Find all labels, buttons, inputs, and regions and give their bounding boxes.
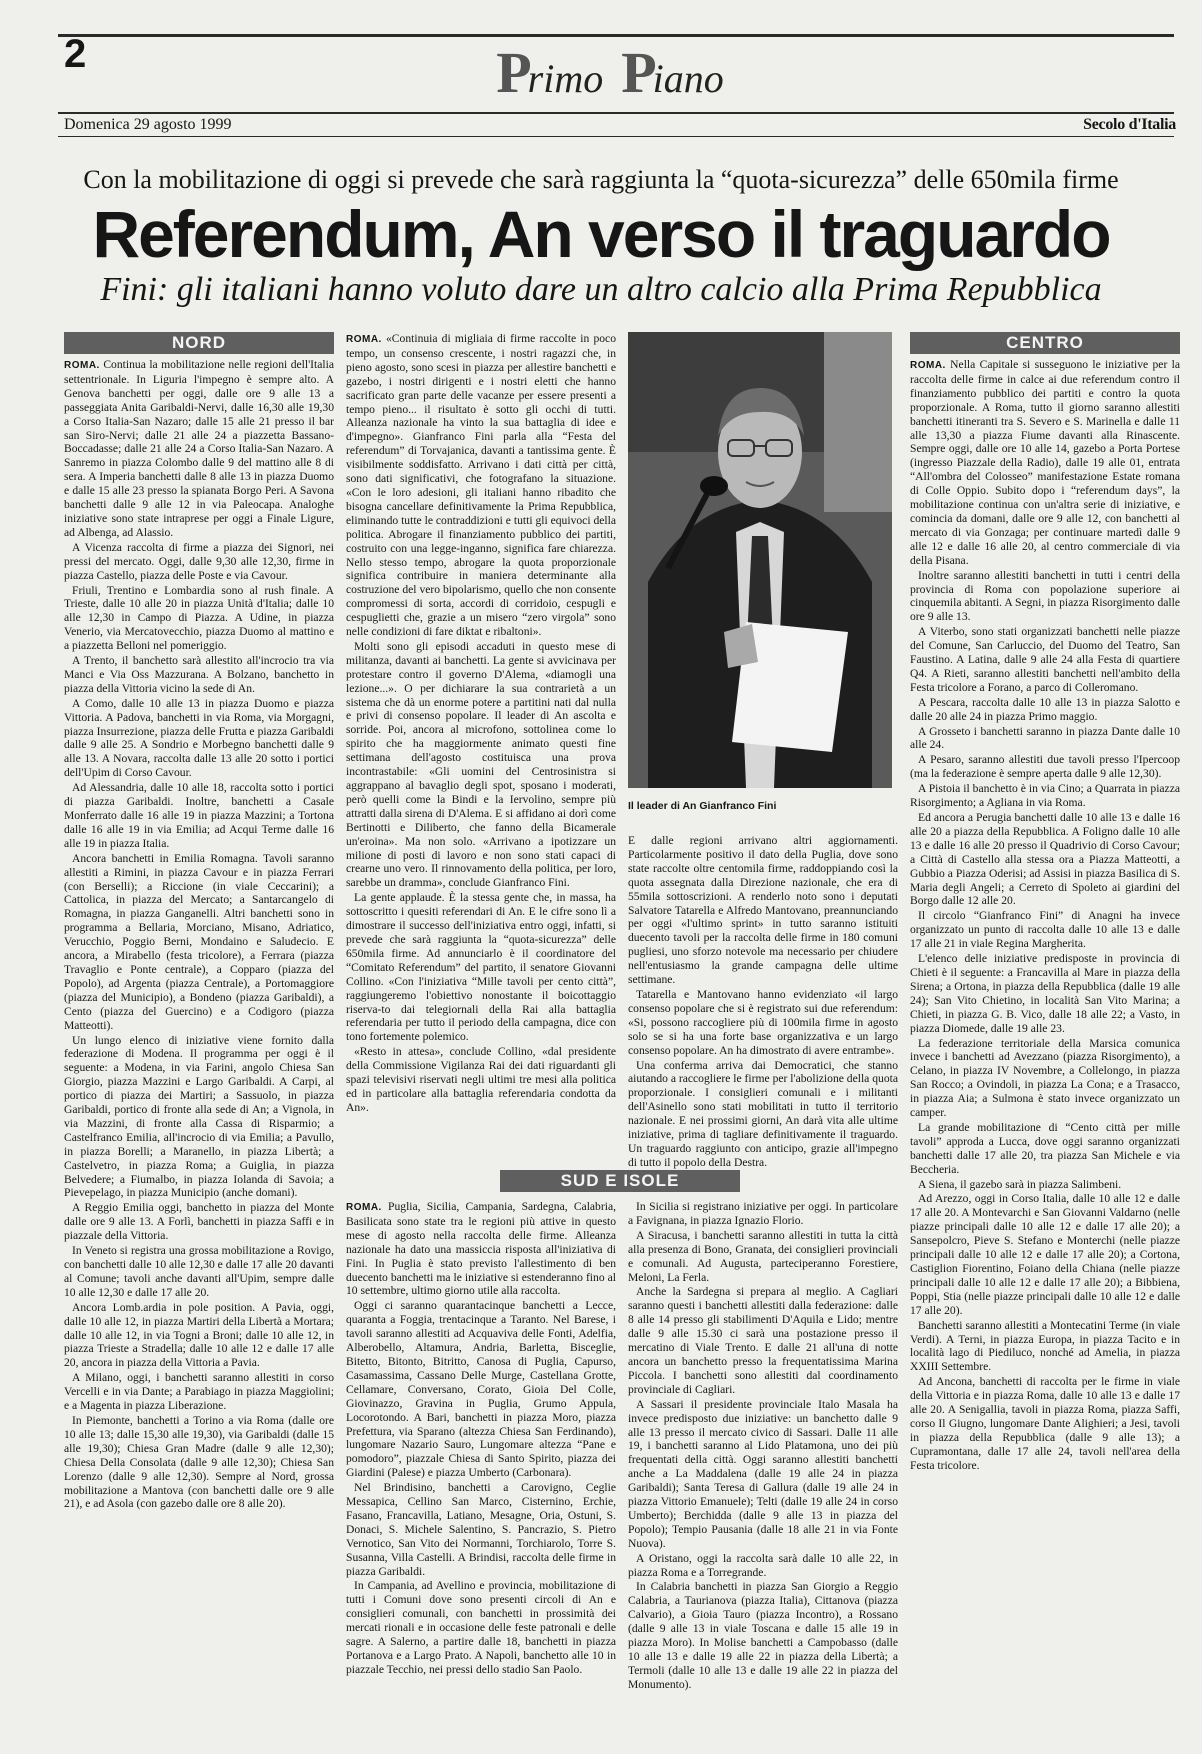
nord-paragraph: A Como, dalle 10 alle 13 in piazza Duomo e piazza Vittoria. A Padova, banchetti in via Roma, via Morgagni, piazza Insurrezione, piazza delle Frutta e piazza Garibaldi dalle 9 alle 25. A Sondrio e Morbegno banchetti dalle 9 alle 13. A Novara, raccolta dalle 13 alle 20 sotto i portici dell'Upim di Corso Cavour.	[64, 696, 334, 780]
nord-paragraph: A Milano, oggi, i banchetti saranno allestiti in corso Vercelli e in via Dante; a Parabiago in piazza Maggiolini; e a Magenta in piazza Liberazione.	[64, 1371, 334, 1413]
top-rule	[58, 34, 1174, 37]
centro-paragraph: A Viterbo, sono stati organizzati banchetti nelle piazze del Comune, San Carluccio, del Duomo del Teatro, San Faustino. A Latina, dalle 9 alle 24 alla Festa di quartiere Q4. A Rieti, saranno allestiti banchetti nell'ambito della Festa tricolore a Forano, a parco di Colleromano.	[910, 625, 1180, 694]
centro-paragraph: A Grosseto i banchetti saranno in piazza Dante dalle 10 alle 24.	[910, 724, 1180, 752]
centro-dateline: ROMA.	[910, 360, 946, 371]
nord-paragraph: A Trento, il banchetto sarà allestito all'incrocio tra via Manci e Via Oss Mazzurana. A Bolzano, banchetto in piazza della Vittoria vicino la sede di An.	[64, 654, 334, 695]
centro-paragraph: Ad Ancona, banchetti di raccolta per le firme in viale della Vittoria e in piazza Roma, dalle 10 alle 13 e dalle 17 alle 20. A Senigallia, tavoli in piazza Roma, piazza Saffi, corso Il Giugno, lungomare Dante Alighieri; a Jesi, tavoli in piazza della Repubblica (dalle 9 alle 13); a Cupramontana, dalle 17 alle 24, tavoli nell'area della Festa tricolore.	[910, 1375, 1180, 1472]
article-subheadline: Fini: gli italiani hanno voluto dare un altro calcio alla Prima Repubblica	[100, 271, 1102, 308]
nord-paragraph: Ancora Lomb.ardia in pole position. A Pavia, oggi, dalle 10 alle 12, in piazza Martiri della Libertà a Mortara; dalle 10 alle 12, in via Togni a Broni; dalle 10 alle 12, in piazza Trieste a Stradella; dalle 10 alle 12 e dalle 17 alle 20, ancora in piazza della Vittoria a Pavia.	[64, 1300, 334, 1370]
centro-paragraph: L'elenco delle iniziative predisposte in provincia di Chieti è il seguente: a Francavilla al Mare in piazza della Sirena; a Ortona, in piazza della Repubblica (dalle 19 alle 24); San Vito Chietino, in località San Vito Marina; a Chieti, in piazza G. B. Vico, dalle 18 alle 22; a Vasto, in piazza Diomede, dalle 19 alle 23.	[910, 952, 1180, 1035]
main-paragraph: E dalle regioni arrivano altri aggiornamenti. Particolarmente positivo il dato della Puglia, dove sono state raccolte oltre centomila firme, raddoppiando così la quota assegnata dalla Direzione nazionale, che era di 55mila sottoscrizioni. A renderlo noto sono i deputati Salvatore Tatarella e Alfredo Mantovano, preannunciando per oggi «l'ultimo sprint» in tutto saranno istituiti duecento tavoli per la raccolta delle firme in 180 comuni pugliesi, uno sforzo notevole ma necessario per chiudere nell'entusiasmo la grande campagna delle ultime settimane.	[628, 834, 898, 987]
nord-paragraph: Continua la mobilitazione nelle regioni dell'Italia settentrionale. In Liguria l'impegno è sempre alto. A Genova banchetti per oggi, dalle ore 9 alle 13 a passeggiata Anita Garibaldi-Nervi, dalle 16,30 alle 19,30 a Corso Italia-San Nazaro; dalle 15 alle 21 presso il bar san Siro-Nervi; dalle 21 alle 24 a piazzetta Bassano-Boccadasse; dalle 21 alle 24 a Corso Italia-San Nazaro. A Sanremo in piazza Colombo dalle 9 del mattino alle 8 di sera. A Imperia banchetti dalle 8 alle 13 in piazza Duomo e dalle 15 alle 23 presso la spianata Borgo Peri. A Savona banchetti dalle 9 alle 12 in via Paleocapa. Analoghe iniziative sono state intraprese per oggi a Finale Ligure, ad Albenga, ad Alassio.	[64, 358, 334, 539]
centro-paragraph: Ad Arezzo, oggi in Corso Italia, dalle 10 alle 12 e dalle 17 alle 20. A Montevarchi e San Giovanni Valdarno (nelle piazze principali dalle 10 alle 12 e dalle 17 alle 20); a Sansepolcro, Pieve S. Stefano e Monterchi (nelle piazze principali dalle 10 alle 12 e dalle 17 alle 20); a Cortona, Castiglion Fiorentino, Foiano della Chiana (nelle piazze principali dalle 10 alle 12 e dalle 17 alle 20); a Bibbiena, Poppi, Stia (nelle piazze principali dalle 10 alle 12 e dalle 17 alle 20).	[910, 1192, 1180, 1317]
main-paragraph: Una conferma arriva dai Democratici, che stanno aiutando a raccogliere le firme per l'abolizione della quota proporzionale. I consiglieri comunali e i militanti dell'Asinello sono stati mobilitati in tutto il territorio nazionale. E nei prossimi giorni, An darà vita alle ultime iniziative, prima di tagliare definitivamente il traguardo. Un traguardo raggiunto con anticipo, grazie all'impegno di tutto il popolo della Destra.	[628, 1058, 898, 1169]
main-paragraph: La gente applaude. È la stessa gente che, in massa, ha sottoscritto i quesiti referendari di An. E le cifre sono lì a dimostrare il successo dell'iniziativa entro oggi, infatti, si prevede che sarà raggiunta la “quota-sicurezza” delle 650mila firme. Ad annunciarlo è il coordinatore del “Comitato Referendum” del partito, il senatore Giovanni Collino. «Con l'iniziativa “Mille tavoli per cento città”, raggiungeremo l'obiettivo nonostante il boicottaggio riserva-to dai telegiornali della Rai alla battaglia referendaria per tutto il periodo della campagna, dice con tono fortemente polemico.	[346, 891, 616, 1044]
photo-gianfranco-fini	[628, 332, 892, 788]
nord-paragraph: Friuli, Trentino e Lombardia sono al rush finale. A Trieste, dalle 10 alle 20 in piazza Unità d'Italia; dalle 10 alle 12,30 in Campo di Piazza. A Udine, in piazza Venerio, via Mercatovecchio, piazza Duomo al mattino e a piazzetta Belloni nel pomeriggio.	[64, 583, 334, 653]
sud-paragraph: Puglia, Sicilia, Campania, Sardegna, Calabria, Basilicata sono state tra le regioni più attive in questo mese di agosto nella raccolta delle firme. Alleanza nazionale ha dato una massiccia risposta all'iniziativa di Fini. In Puglia è stato previsto l'allestimento di ben duecento banchetti ma le iniziative si estenderanno fino al 10 settembre, ultimo giorno utile alla raccolta.	[346, 1200, 616, 1298]
masthead-initial-p: P	[496, 40, 532, 105]
main-paragraph: «Continuia di migliaia di firme raccolte in poco tempo, un consenso crescente, i nostri ragazzi che, in pieno agosto, sono scesi in piazza per allestire banchetti e gazebo, i nostri dirigenti e i nostri eletti che hanno sacrificato gran parte delle vacanze per essere presenti a tempo pieno... il risultato è sotto gli occhi di tutti. Alleanza nazionale ha vinto la sua battaglia di idee e d'impegno». Gianfranco Fini parla alla “Festa del referendum” di Torvajanica, davanti a tantissima gente. È visibilmente soddisfatto. Arrivano i dati città per città, sono dati significativi, che fotografano la situazione. «Con le loro adesioni, gli italiani hanno ribadito che bisogna cancellare definitivamente la Prima Repubblica, eliminando tutte le contraddizioni e tutti gli equivoci della politica. Abrogare il finanziamento pubblico dei partiti, costruito con una legge-inganno, significa fare chiarezza. Nello stesso tempo, abrogare la quota proporzionale significa contribuire in maniera determinante alla costruzione del vero bipolarismo, quello che non consente compromessi di sorta, accordi di corridoio, cespugli e cespuglietti che, grazie a un misero “zero virgola” sono nelle condizioni di fare diktat e ribaltoni».	[346, 332, 616, 639]
sud-paragraph: A Sassari il presidente provinciale Italo Masala ha invece predisposto due iniziative: un banchetto dalle 9 alle 13 presso il mercato civico di Sassari. Dalle 11 alle 19, i banchetti saranno al Lido Platamona, uno dei più frequentati della città. Oggi saranno allestiti banchetti anche a La Maddalena (dalle 19 alle 24 in piazza Garibaldi); Santa Teresa di Gallura (dalle 19 alle 24 in piazza Vittorio Emanuele); Telti (dalle 19 alle 24 in corso Umberto); Berchidda (dalle 9 alle 13 in piazza del Popolo); Tempio Pausania (dalle 18 alle 21 in via Fonte Nuova).	[628, 1397, 898, 1550]
centro-paragraph: Ed ancora a Perugia banchetti dalle 10 alle 13 e dalle 16 alle 20 a piazza della Repubblica. A Foligno dalle 10 alle 13 e dalle 16 alle 20 presso il Quadrivio di Corso Cavour; a Città di Castello alla stessa ora a Piazza Matteotti, a Gubbio a Piazza Oderisi; ad Assisi in piazza Basilica di S. Maria degli Angeli; a Cerreto di Spoleto ai giardini del Borgo dalle 12 alle 20.	[910, 811, 1180, 908]
sud-paragraph: A Siracusa, i banchetti saranno allestiti in tutta la città alla presenza di Bono, Granata, dei consiglieri provinciali e comunali. Ad Augusta, parteciperanno Forestiere, Meloni, La Ferla.	[628, 1228, 898, 1284]
centro-paragraph: La federazione territoriale della Marsica comunica invece i banchetti ad Avezzano (piazza Risorgimento), a Celano, in piazza IV Novembre, a Collelongo, in piazza San Rocco; a Ovindoli, in piazza La Cona; e a Trasacco, in piazza Aia; a Sulmona è stato invece organizzato un camper.	[910, 1036, 1180, 1120]
column-main-b	[628, 834, 898, 1169]
column-nord	[64, 358, 334, 1748]
column-sud-a	[346, 1200, 616, 1748]
header-rule-bottom	[58, 136, 1174, 137]
nord-paragraph: In Piemonte, banchetti a Torino a via Roma (dalle ore 10 alle 13; dalle 15,30 alle 19,30), via Garibaldi (dalle 15 alle 19,30); Chiesa Gran Madre (dalle 9 alle 12,30); Chiesa Della Consolata (dalle 9 alle 12,30); Chiesa San Lorenzo (dalle 9 alle 12,30). Sempre al Nord, grossa mobilitazione a Mantova (con banchetti dalle ore 9 alle 21), e ad Asola (con gazebo dalle ore 8 alle 20).	[64, 1413, 334, 1511]
main-paragraph: «Resto in attesa», conclude Collino, «dal presidente della Commissione Vigilanza Rai dei dati riguardanti gli spazi televisivi riservati negli ultimi tre mesi alla politica ed in particolare alla battaglia referendaria condotta da An».	[346, 1045, 616, 1114]
masthead-word-two: iano	[652, 56, 724, 101]
nord-paragraph: Ancora banchetti in Emilia Romagna. Tavoli saranno allestiti a Rimini, in piazza Cavour e in piazza Ferrari (con Berselli); a Riccione (in viale Ceccarini); a Cattolica, in piazza del Mercato; a Santarcangelo di Romagna, in piazza Ganganelli. Altri banchetti sono in programma a Bellaria, Morciano, Misano, Adriatico, Verucchio, Poggio Berni, Mondaino e Saludecio. E ancora, a Mirabello (festa tricolore), a Ferrara (piazza Travaglio e Ponte centrale), a Copparo (piazza del Popolo), ad Argenta (piazza Centrale), a Portomaggiore (piazza del Municipio), a Bondeno (piazza Garibaldi), a Cento (piazza del Guercino) e a Codigoro (piazza Matteotti).	[64, 851, 334, 1032]
nord-paragraph: A Vicenza raccolta di firme a piazza dei Signori, nei pressi del mercato. Oggi, dalle 9,30 alle 12,30, firme in piazza Castello, piazza delle Poste e via Cavour.	[64, 540, 334, 582]
section-header-centro: CENTRO	[910, 332, 1180, 354]
masthead-word-one: rimo	[527, 56, 604, 101]
sud-paragraph: Anche la Sardegna si prepara al meglio. A Cagliari saranno questi i banchetti allestiti dalla federazione: dalle 8 alle 14 presso gli stabilimenti D'Aquila e Lido; mentre dalle 9 alle 15.30 ci sarà una postazione presso il mercatino di Viale Trento. E dalle 21 all'una di notte ancora un banchetto presso la frequentatissima Marina Piccola. I banchetti sono allestiti dal coordinamento provinciale di Cagliari.	[628, 1285, 898, 1396]
main-lead	[346, 332, 616, 639]
header-rule	[58, 112, 1174, 114]
sud-paragraph: Nel Brindisino, banchetti a Carovigno, Ceglie Messapica, Cellino San Marco, Cisternino, Erchie, Fasano, Francavilla, Latiano, Mesagne, Oria, Ostuni, S. Donaci, S. Michele Salentino, S. Pancrazio, S. Pietro Vernotico, San Vito dei Normanni, Torchiarolo, Torre S. Susanna, Villa Castelli. A Brindisi, raccolta delle firme in piazza Garibaldi.	[346, 1481, 616, 1578]
centro-paragraph: Il circolo “Gianfranco Fini” di Anagni ha invece organizzato un punto di raccolta dalle 10 alle 13 e dalle 17 alle 21 in viale Regina Margherita.	[910, 909, 1180, 951]
column-centro	[910, 358, 1180, 1748]
centro-paragraph: Inoltre saranno allestiti banchetti in tutti i centri della provincia di Roma con popolazione superiore ai cinquemila abitanti. A Segni, in piazza Risorgimento dalle ore 9 alle 13.	[910, 568, 1180, 624]
sud-paragraph: In Sicilia si registrano iniziative per oggi. In particolare a Favignana, in piazza Ignazio Florio.	[628, 1200, 898, 1227]
nord-dateline: ROMA.	[64, 360, 100, 371]
centro-paragraph: A Siena, il gazebo sarà in piazza Salimbeni.	[918, 1177, 1122, 1191]
centro-paragraph: A Pistoia il banchetto è in via Cino; a Quarrata in piazza Risorgimento; a Agliana in via Roma.	[910, 782, 1180, 810]
centro-paragraph: Nella Capitale si susseguono le iniziative per la raccolta delle firme in calce ai due referendum contro il finanziamento pubblico dei partiti e contro la quota proporzionale. A Roma, tutto il giorno saranno allestiti banchetti itineranti tra S. Severo e S. Marinella e dalle 11 alle 13,30 a piazza Fiume davanti alla Rinascente. Sempre oggi, dalle ore 10 alle 14, gazebo a Porta Portese (ingresso Piazzale della Radio), dalle 19 alle 01, entrata “All'ombra del Colosseo” manifestazione Estate romana di Colle Oppio. Subito dopo i “referendum days”, la mobilitazione continua con un'altra serie di iniziative, e comincia da domani, dalle ore 9 alle 12, con banchetti al mercato di via Gonzaga; per continuare martedì dalle 9 alle 12 e dalle 16 alle 20, al centro commerciale di via della Pisana.	[910, 358, 1180, 567]
main-paragraph: Tatarella e Mantovano hanno evidenziato «il largo consenso popolare che si è registrato sui due referendum: «Si, possono raccogliere più di 100mila firme in agosto solo se si ha una forte base organizzativa e un largo consenso popolare. An ha dimostrato di avere entrambe».	[628, 987, 898, 1057]
centro-lead	[910, 358, 1180, 568]
nord-paragraph: Ad Alessandria, dalle 10 alle 18, raccolta sotto i portici di piazza Garibaldi. Inoltre, banchetti a Casale Monferrato dalle 16 alle 19 in piazza Mazzini; a Tortona dalle 16 alle 19 in via Emilia; ad Acqui Terme dalle 16 alle 19 in piazza Italia.	[64, 781, 334, 850]
sud-paragraph: In Campania, ad Avellino e provincia, mobilitazione di tutti i Comuni dove sono presenti circoli di An e consiglieri comunali, con banchetti in prossimità dei mercati rionali e in occasione delle feste patronali e delle sagre. A Salerno, a partire dalle 18, banchetti in piazza Portanova e a Largo Prato. A Napoli, banchetto alle 10 in piazzale Tecchio, nei pressi dello stadio San Paolo.	[346, 1579, 616, 1676]
sud-paragraph: Oggi ci saranno quarantacinque banchetti a Lecce, quaranta a Foggia, trentacinque a Taranto. Nel Barese, i tavoli saranno allestiti ad Acquaviva delle Fonti, Adelfia, Alberobello, Altamura, Andria, Barletta, Bisceglie, Bitetto, Bitonto, Bitritto, Canosa di Puglia, Capurso, Casamassima, Cassano Delle Murge, Castellana Grotte, Cellamare, Conversano, Corato, Gioia Del Colle, Giovinazzo, Gravina in Puglia, Grumo Appula, Locorotondo. A Bari, banchetti in piazza Moro, piazza Prefettura, via Sparano (altezza Chiesa San Ferdinando), lungomare Nazario Sauro, Lungomare altezza “Pane e pomodoro”, piazzale Chiesa di Santo Spirito, piazza dei Giardini (Palese) e piazza Umberto (Carbonara).	[346, 1299, 616, 1480]
section-masthead	[420, 40, 800, 105]
sud-paragraph: A Oristano, oggi la raccolta sarà dalle 10 alle 22, in piazza Roma e a Torregrande.	[628, 1551, 898, 1579]
portrait-illustration	[628, 332, 892, 788]
article-kicker: Con la mobilitazione di oggi si prevede che sarà raggiunta la “quota-sicurezza” delle 650mila firme	[83, 165, 1119, 194]
nord-paragraph: In Veneto si registra una grossa mobilitazione a Rovigo, con banchetti dalle 10 alle 12,30 e dalle 17 alle 20 davanti al Comune; tavoli anche davanti all'Upim, sempre dalle 10 alle 12,30 e dalle 17 alle 20.	[64, 1244, 334, 1299]
page-number: 2	[64, 32, 87, 76]
main-paragraph: Molti sono gli episodi accaduti in questo mese di militanza, davanti ai banchetti. La gente si avvicinava per protestare contro il governo D'Alema, «diamogli una lezione...». O per dichiarare la sua contrarietà a un sistema che dà un enorme potere a partitini nati dal nulla e privi di consenso popolare. Il leader di An ascolta e sorride. Poi, ancora al microfono, sottolinea come lo spirito che ha maggiormente animato questi fine settimana dell'agosto costituisca una prova incontrastabile: «Gli uomini del Centrosinistra si aggrappano al bavaglio degli spot, sposano i moderati, però quelli come la Bindi e la Iervolino, sempre più attratti dalla sirena di D'Alema. E si affidano ai dorì come Bertinotti e Diliberto, che fanno della Bicamerale un'eroina». Ma non solo. «Arrivano a ipotizzare un milione di posti di lavoro e non sono stati capaci di crearne uno vero. Il rinnovamento della politica, per loro, sarebbe un dramma», conclude Gianfranco Fini.	[346, 639, 616, 890]
photo-caption: Il leader di An Gianfranco Fini	[628, 800, 777, 812]
article-headline: Referendum, An verso il traguardo	[92, 197, 1110, 271]
centro-paragraph: A Pescara, raccolta dalle 10 alle 13 in piazza Salotto e dalle 20 alle 24 in piazza Primo maggio.	[910, 695, 1180, 723]
column-main-a	[346, 332, 616, 1162]
column-sud-b	[628, 1200, 898, 1748]
nord-paragraph: A Reggio Emilia oggi, banchetto in piazza del Monte dalle ore 9 alle 13. A Forlì, banchetti in piazza Saffi e in piazzale della Vittoria.	[64, 1201, 334, 1243]
nord-lead	[64, 358, 334, 540]
centro-paragraph: La grande mobilitazione di “Cento città per mille tavoli” approda a Lucca, dove oggi saranno organizzati banchetti dalle 17 alle 20, tra piazza San Michele e via Beccheria.	[910, 1120, 1180, 1176]
main-dateline: ROMA.	[346, 334, 382, 345]
centro-paragraph: A Pesaro, saranno allestiti due tavoli presso l'Ipercoop (ma la federazione è sempre aperta dalle 9 alle 12,30).	[910, 753, 1180, 781]
masthead-initial-p2: P	[621, 40, 657, 105]
section-header-nord: NORD	[64, 332, 334, 354]
sud-dateline: ROMA.	[346, 1202, 382, 1213]
section-header-sud: SUD E ISOLE	[500, 1170, 740, 1192]
sud-paragraph: In Calabria banchetti in piazza San Giorgio a Reggio Calabria, a Taurianova (piazza Italia), Cittanova (piazza Calvario), a Gioia Tauro (piazza Incontro), a Rossano (dalle 9 alle 13 in viale Toscana e dalle 15 alle 19 in piazza Moro). In Molise banchetti a Campobasso (dalle 10 alle 13 e dalle 19 alle 22 in piazza della Libertà; a Termoli (dalle 10 alle 13 e dalle 19 alle 22 in piazza del Monumento).	[628, 1580, 898, 1691]
nord-paragraph: Un lungo elenco di iniziative viene fornito dalla federazione di Modena. Il programma per oggi è il seguente: a Modena, in via Farini, angolo Chiesa San Giorgio, piazza Mazzini e Largo Garibaldi. A Carpi, al portico di piazza dei Martiri; a Sassuolo, in piazza Garibaldi, portico di fronte alla sede di An; a Vignola, in via Mazzini, di fronte alla Cassa di Risparmio; a Castelfranco Emilia, all'incrocio di via Emilia; a Pavullo, in piazza Borelli; a Maranello, in piazza Libertà; a Castelvetro, in piazza Roma; a Guiglia, in piazza Belvedere; a Fiumalbo, in piazza Iolanda di Savoia; a Pievepelago, in piazza Municipio (anche domani).	[64, 1033, 334, 1200]
newspaper-name: Secolo d'Italia	[1083, 116, 1176, 133]
issue-date: Domenica 29 agosto 1999	[64, 116, 232, 133]
sud-lead	[346, 1200, 616, 1298]
centro-paragraph: Banchetti saranno allestiti a Montecatini Terme (in viale Verdi). A Terni, in piazza Europa, in piazza Tacito e in località lago di Piediluco, nonché ad Amelia, in piazza XXIII Settembre.	[910, 1318, 1180, 1374]
